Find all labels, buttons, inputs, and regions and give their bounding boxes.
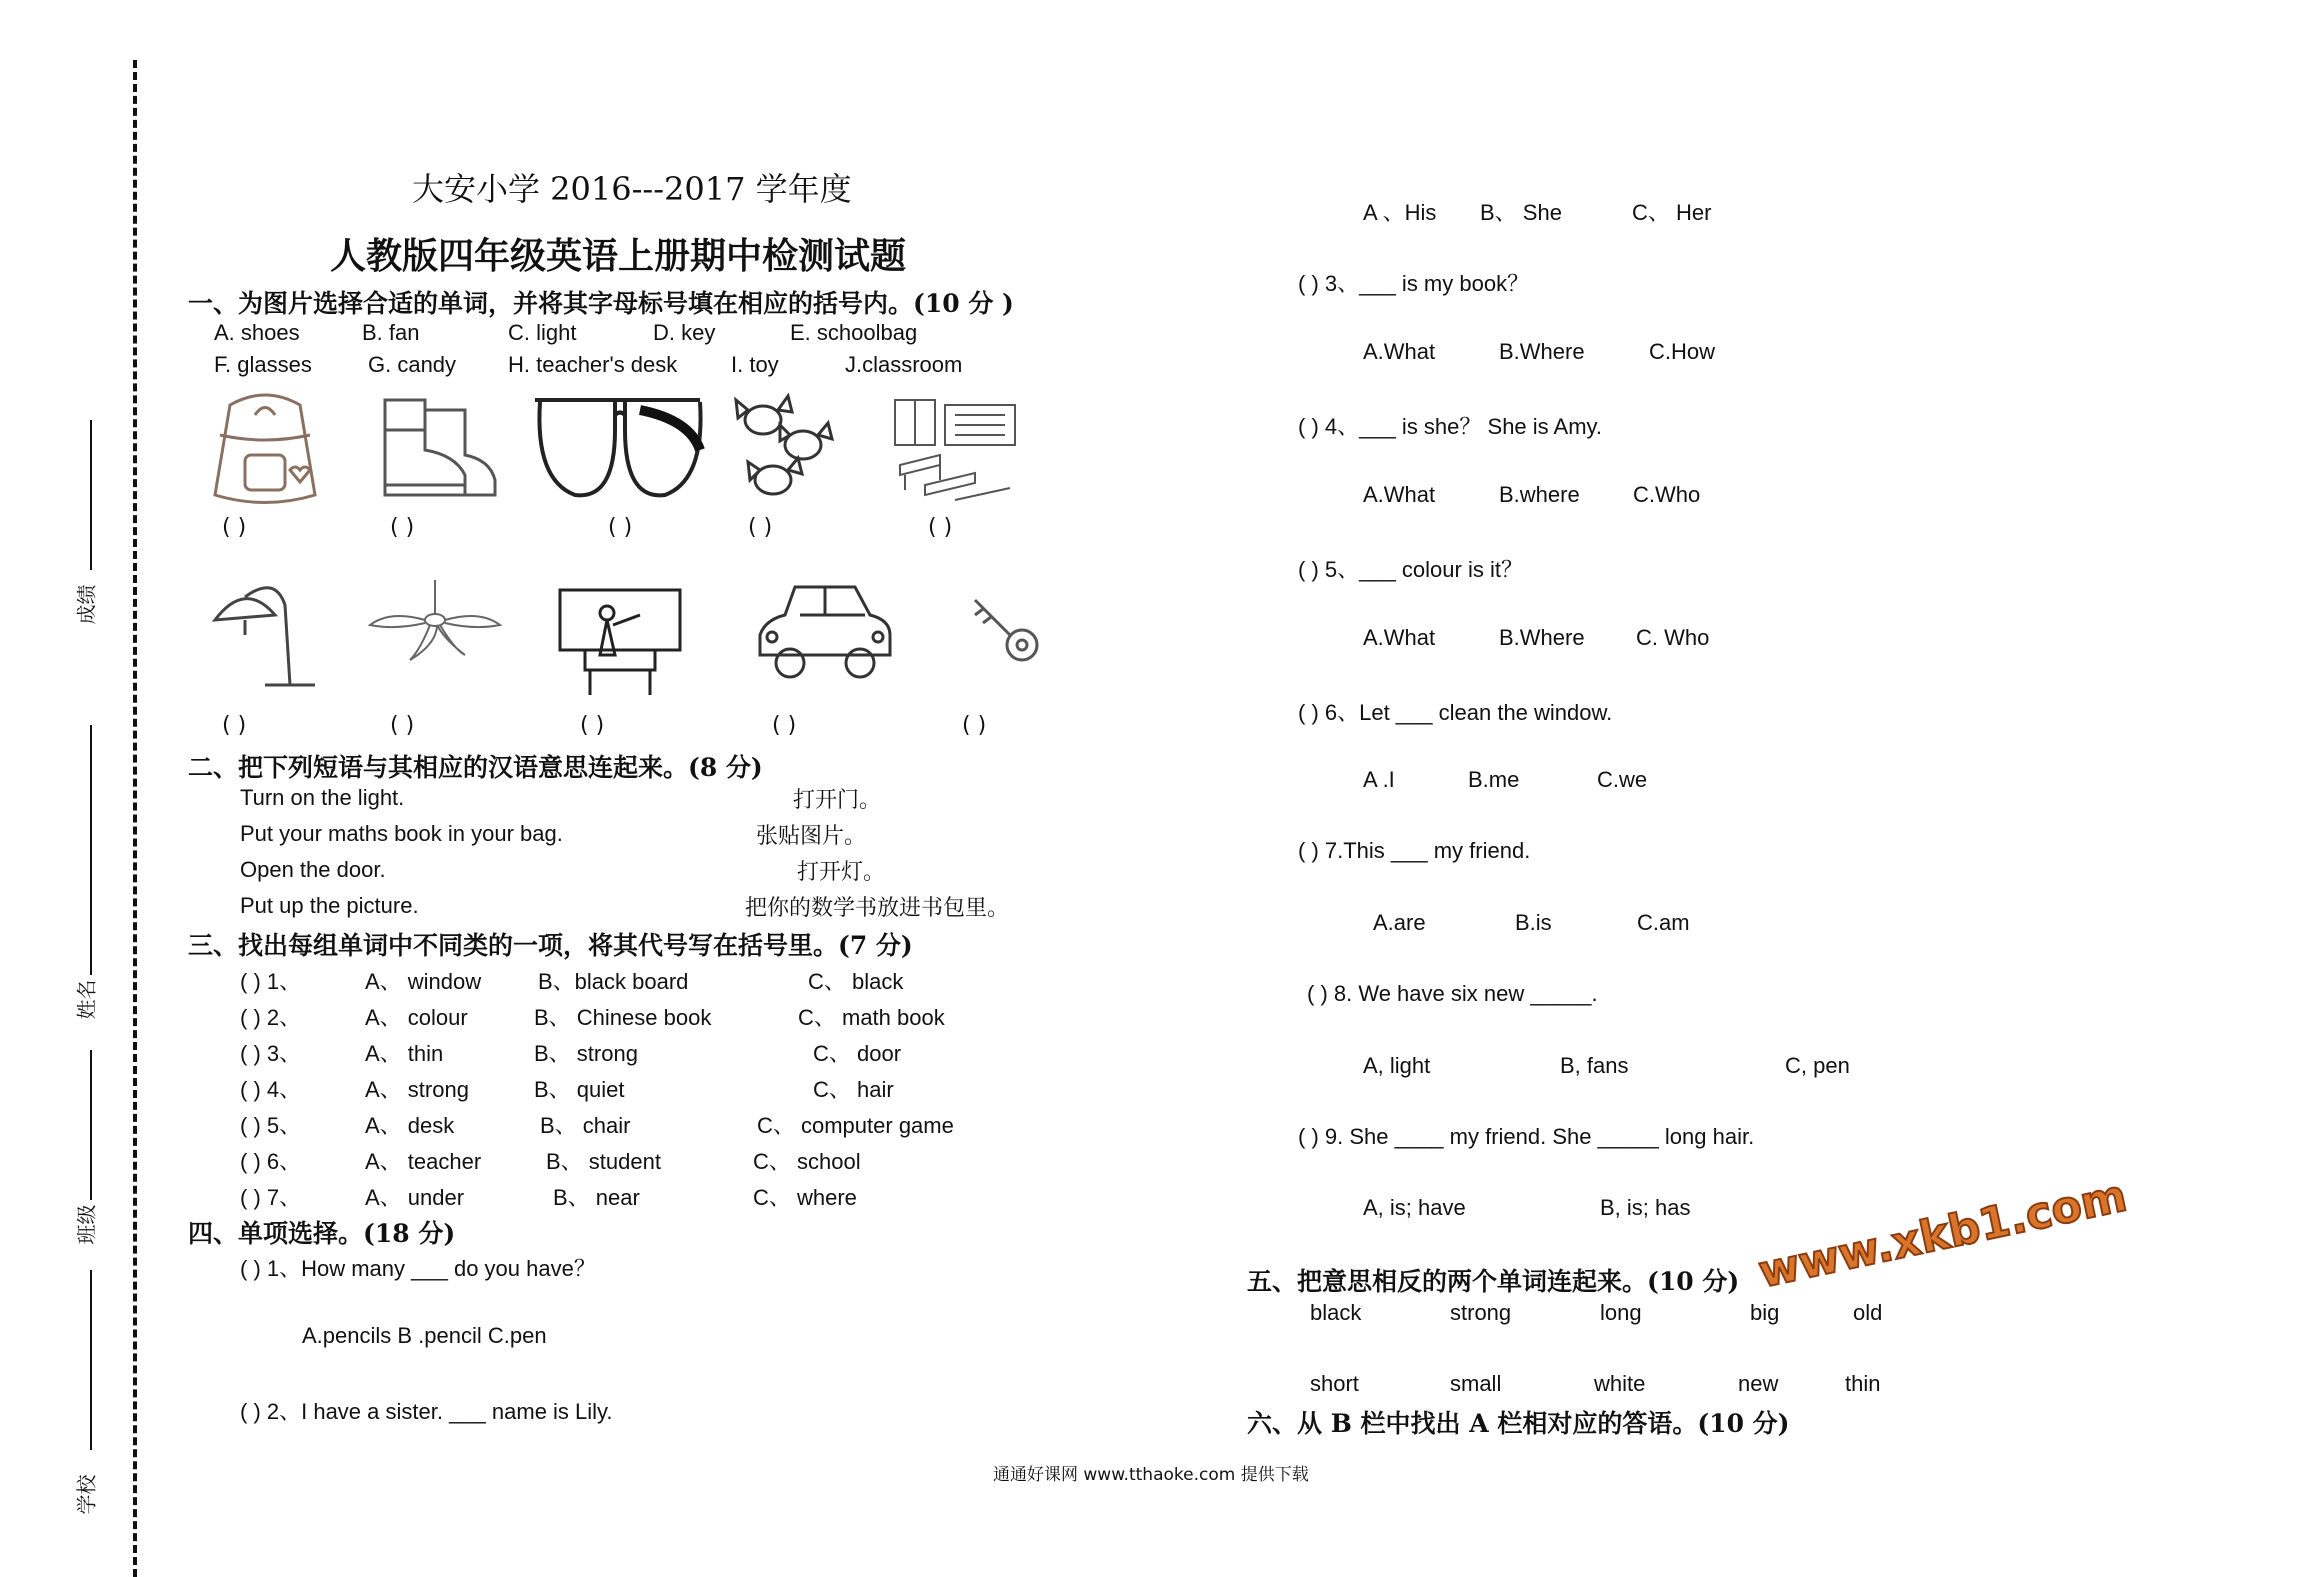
s5-top-3: long <box>1600 1300 1642 1325</box>
option-j: J.classroom <box>845 352 963 377</box>
q1-options: A.pencils B .pencil C.pen <box>302 1323 547 1348</box>
toy-car-icon <box>750 575 900 690</box>
watermark-logo <box>1745 1170 2132 1299</box>
s5-bottom-4: new <box>1738 1371 1779 1396</box>
q2-stem[interactable]: ( ) 2、I have a sister. ___ name is Lily. <box>240 1399 613 1424</box>
s3-row3-a: A、 thin <box>365 1041 444 1066</box>
s5-bottom-5: thin <box>1845 1371 1881 1396</box>
s3-row3-b: B、 strong <box>534 1041 638 1066</box>
s5-top-4: big <box>1750 1300 1780 1325</box>
s3-row2-b: B、 Chinese book <box>534 1005 712 1030</box>
section5-heading: 五、把意思相反的两个单词连起来。(10 分) <box>1247 1267 1740 1296</box>
section4-heading: 四、单项选择。(18 分) <box>188 1219 456 1248</box>
class-label: 班级 <box>74 1204 99 1245</box>
name-label: 姓名 <box>74 979 99 1020</box>
q2-option-b: B、 She <box>1480 200 1562 225</box>
q8-option-b: B, fans <box>1560 1053 1629 1078</box>
q6-option-c: C.we <box>1597 767 1648 792</box>
phrase-en-4: Put up the picture. <box>240 893 419 918</box>
section2-heading: 二、把下列短语与其相应的汉语意思连起来。(8 分) <box>188 753 763 782</box>
s3-row3-c: C、 door <box>813 1041 902 1066</box>
s3-row6-a: A、 teacher <box>365 1149 482 1174</box>
q8-stem[interactable]: ( ) 8. We have six new _____. <box>1307 981 1598 1006</box>
s3-row7-a: A、 under <box>365 1185 465 1210</box>
paren-img-1[interactable]: ( ) <box>222 515 247 540</box>
option-f: F. glasses <box>214 352 312 377</box>
paren-img-5[interactable]: ( ) <box>928 515 953 540</box>
q5-stem[interactable]: ( ) 5、___ colour is it？ <box>1298 557 1523 582</box>
paren-img-2[interactable]: ( ) <box>390 515 415 540</box>
phrase-en-1: Turn on the light. <box>240 785 405 810</box>
q7-option-b: B.is <box>1515 910 1552 935</box>
s5-bottom-1: short <box>1310 1371 1359 1396</box>
phrase-zh-2: 张贴图片。 <box>756 824 867 849</box>
s3-row4-a: A、 strong <box>365 1077 469 1102</box>
q6-option-a: A .I <box>1363 767 1395 792</box>
name-underline <box>90 725 92 975</box>
option-g: G. candy <box>368 352 457 377</box>
q1-stem[interactable]: ( ) 1、How many ___ do you have？ <box>240 1256 596 1281</box>
q9-option-a: A, is; have <box>1363 1195 1466 1220</box>
option-h: H. teacher's desk <box>508 352 678 377</box>
phrase-zh-3: 打开灯。 <box>797 860 886 885</box>
option-d: D. key <box>653 320 716 345</box>
paren-img-9[interactable]: ( ) <box>772 713 797 738</box>
binding-dashed-line <box>133 60 137 1577</box>
phrase-zh-1: 打开门。 <box>793 788 882 813</box>
q9-option-b: B, is; has <box>1600 1195 1691 1220</box>
option-a: A. shoes <box>214 320 300 345</box>
phrase-en-2: Put your maths book in your bag. <box>240 821 563 846</box>
q2-option-c: C、 Her <box>1632 200 1712 225</box>
q4-stem[interactable]: ( ) 4、___ is she？ She is Amy. <box>1298 414 1603 439</box>
paren-img-7[interactable]: ( ) <box>390 713 415 738</box>
school-year-title: 大安小学 2016---2017 学年度 <box>412 170 852 208</box>
paren-img-3[interactable]: ( ) <box>608 515 633 540</box>
q7-option-a: A.are <box>1373 910 1426 935</box>
s3-row5-a: A、 desk <box>365 1113 455 1138</box>
s3-row6-b: B、 student <box>546 1149 661 1174</box>
option-e: E. schoolbag <box>790 320 918 345</box>
key-icon <box>965 595 1045 670</box>
lamp-icon <box>205 575 315 695</box>
class-underline <box>90 1050 92 1200</box>
candy-icon <box>728 390 838 515</box>
schoolbag-icon <box>190 385 340 515</box>
school-label: 学校 <box>74 1474 99 1515</box>
s3-row1-a: A、 window <box>365 969 482 994</box>
q4-option-b: B.where <box>1499 482 1580 507</box>
s3-row6-num[interactable]: ( ) 6、 <box>240 1149 302 1174</box>
watermark-text: www.xkb1.com <box>1754 1170 2132 1299</box>
shoes-icon <box>365 385 505 515</box>
glasses-icon <box>530 390 710 515</box>
paren-img-8[interactable]: ( ) <box>580 713 605 738</box>
s3-row5-c: C、 computer game <box>757 1113 954 1138</box>
s3-row4-c: C、 hair <box>813 1077 894 1102</box>
paren-img-4[interactable]: ( ) <box>748 515 773 540</box>
q6-stem[interactable]: ( ) 6、Let ___ clean the window. <box>1298 700 1613 725</box>
s3-row1-b: B、black board <box>538 969 689 994</box>
q3-option-c: C.How <box>1649 339 1716 364</box>
q8-option-a: A, light <box>1363 1053 1431 1078</box>
q3-option-b: B.Where <box>1499 339 1585 364</box>
fan-icon <box>365 575 505 675</box>
option-b: B. fan <box>362 320 420 345</box>
score-underline <box>90 420 92 570</box>
s3-row2-num[interactable]: ( ) 2、 <box>240 1005 302 1030</box>
s3-row5-b: B、 chair <box>540 1113 631 1138</box>
s3-row7-c: C、 where <box>753 1185 857 1210</box>
s5-top-1: black <box>1310 1300 1362 1325</box>
s3-row2-a: A、 colour <box>365 1005 468 1030</box>
q5-option-a: A.What <box>1363 625 1436 650</box>
s3-row3-num[interactable]: ( ) 3、 <box>240 1041 302 1066</box>
s3-row7-b: B、 near <box>553 1185 640 1210</box>
section1-heading: 一、为图片选择合适的单词，并将其字母标号填在相应的括号内。(10 分 ) <box>188 289 1014 318</box>
s5-top-2: strong <box>1450 1300 1512 1325</box>
s3-row4-b: B、 quiet <box>534 1077 625 1102</box>
s3-row4-num[interactable]: ( ) 4、 <box>240 1077 302 1102</box>
q5-option-b: B.Where <box>1499 625 1585 650</box>
q7-stem[interactable]: ( ) 7.This ___ my friend. <box>1298 838 1531 863</box>
phrase-en-3: Open the door. <box>240 857 386 882</box>
exam-title: 人教版四年级英语上册期中检测试题 <box>330 235 907 277</box>
s5-top-5: old <box>1853 1300 1883 1325</box>
option-i: I. toy <box>731 352 779 377</box>
q7-option-c: C.am <box>1637 910 1690 935</box>
s3-row6-c: C、 school <box>753 1149 861 1174</box>
s3-row5-num[interactable]: ( ) 5、 <box>240 1113 302 1138</box>
s3-row1-num[interactable]: ( ) 1、 <box>240 969 302 994</box>
s5-bottom-2: small <box>1450 1371 1502 1396</box>
s5-bottom-3: white <box>1594 1371 1646 1396</box>
option-c: C. light <box>508 320 577 345</box>
phrase-zh-4: 把你的数学书放进书包里。 <box>745 896 1010 921</box>
q4-option-a: A.What <box>1363 482 1436 507</box>
classroom-icon <box>885 390 1025 510</box>
teachers-desk-icon <box>555 585 685 700</box>
paren-img-10[interactable]: ( ) <box>962 713 987 738</box>
footer-credit: 通通好课网 www.tthaoke.com 提供下载 <box>993 1465 1309 1485</box>
school-underline <box>90 1270 92 1450</box>
section6-heading: 六、从 B 栏中找出 A 栏相对应的答语。(10 分) <box>1247 1409 1790 1438</box>
q5-option-c: C. Who <box>1636 625 1710 650</box>
score-label: 成绩 <box>74 584 99 625</box>
q8-option-c: C, pen <box>1785 1053 1850 1078</box>
paren-img-6[interactable]: ( ) <box>222 713 247 738</box>
s3-row7-num[interactable]: ( ) 7、 <box>240 1185 302 1210</box>
q6-option-b: B.me <box>1468 767 1520 792</box>
q3-stem[interactable]: ( ) 3、___ is my book？ <box>1298 271 1530 296</box>
q3-option-a: A.What <box>1363 339 1436 364</box>
q9-stem[interactable]: ( ) 9. She ____ my friend. She _____ long hair. <box>1298 1124 1755 1149</box>
q4-option-c: C.Who <box>1633 482 1701 507</box>
s3-row1-c: C、 black <box>808 969 904 994</box>
section3-heading: 三、找出每组单词中不同类的一项，将其代号写在括号里。(7 分) <box>188 931 913 960</box>
s3-row2-c: C、 math book <box>798 1005 945 1030</box>
q2-option-a: A 、His <box>1363 200 1437 225</box>
